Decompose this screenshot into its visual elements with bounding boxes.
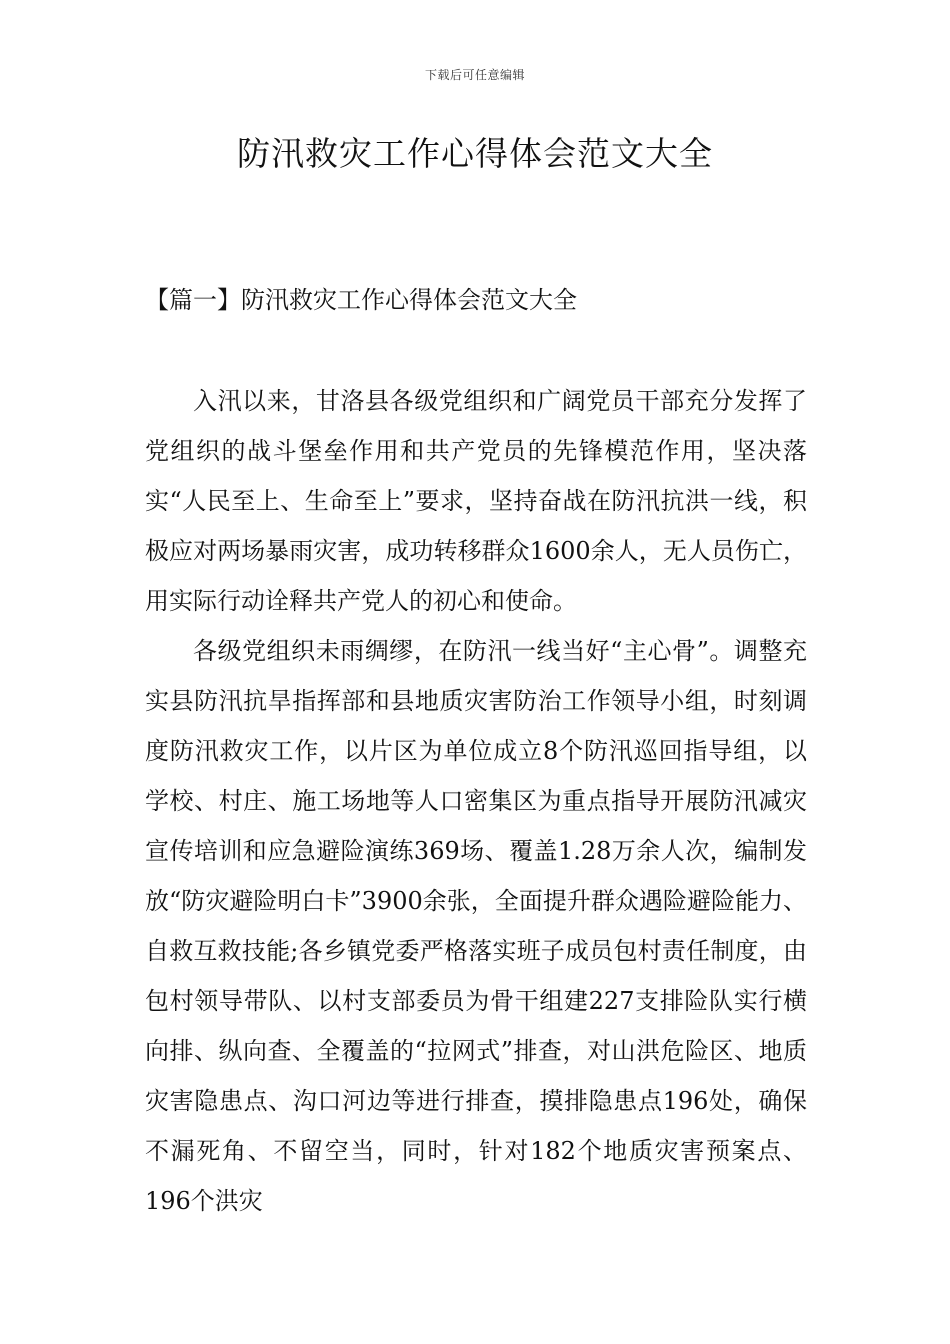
document-title: 防汛救灾工作心得体会范文大全 [237,134,713,173]
header-note: 下载后可任意编辑 [424,68,525,82]
section-heading: 【篇一】防汛救灾工作心得体会范文大全 [145,286,577,314]
document-body [145,376,807,1226]
paragraph-1: 入汛以来，甘洛县各级党组织和广阔党员干部充分发挥了党组织的战斗堡垒作用和共产党员的先锋模范作用，坚决落实“人民至上、生命至上”要求，坚持奋战在防汛抗洪一线，积极应对两场暴雨灾害，成功转移群众1600余人，无人员伤亡，用实际行动诠释共产党人的初心和使命。 [145,387,807,615]
paragraph-2: 各级党组织未雨绸缪，在防汛一线当好“主心骨”。调整充实县防汛抗旱指挥部和县地质灾害防治工作领导小组，时刻调度防汛救灾工作，以片区为单位成立8个防汛巡回指导组，以学校、村庄、施工场地等人口密集区为重点指导开展防汛减灾宣传培训和应急避险演练369场、覆盖1.28万余人次，编制发放“防灾避险明白卡”3900余张，全面提升群众遇险避险能力、自救互救技能;各乡镇党委严格落实班子成员包村责任制度，由包村领导带队、以村支部委员为骨干组建227支排险队实行横向排、纵向查、全覆盖的“拉网式”排查，对山洪危险区、地质灾害隐患点、沟口河边等进行排查，摸排隐患点196处，确保不漏死角、不留空当，同时，针对182个地质灾害预案点、196个洪灾 [145,637,807,1215]
